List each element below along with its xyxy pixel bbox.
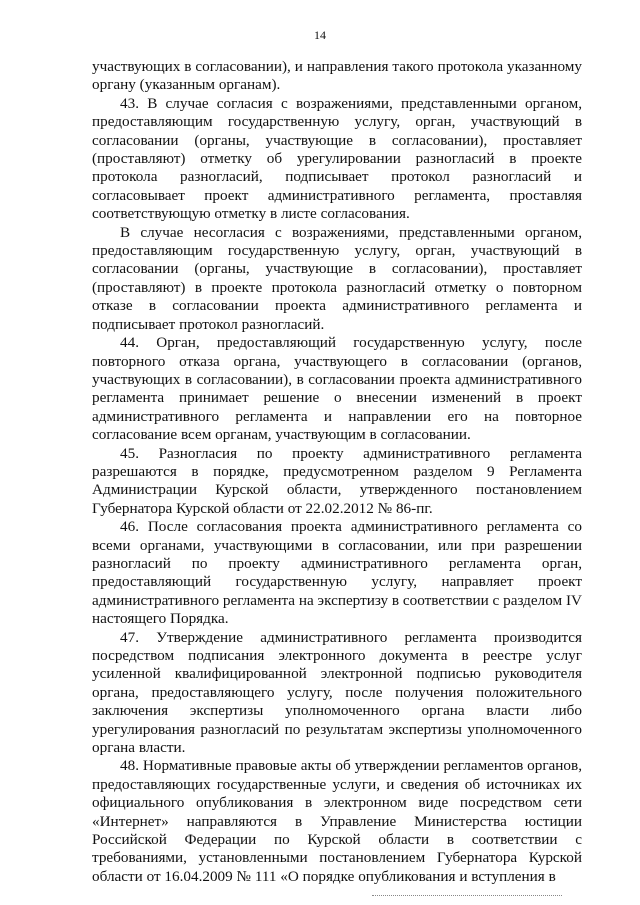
paragraph-43-disagreement: В случае несогласия с возражениями, представленными органом, предоставляющим государственную услугу, орган, участвующий в согласовании (органы, участвующие в согласовании), проставляет (проставляют) в проекте протокола разногласий отметку о повторном отказе в согласовании проекта административного регламента и подписывает протокол разногласий.: [92, 223, 582, 333]
paragraph-46: 46. После согласования проекта административного регламента со всеми органами, участвующими в согласовании, или при разрешении разногласий по проекту административного регламента орган, предоставляющий государственную услугу, направляет проект административного регламента на экспертизу в соответствии с разделом IV настоящего Порядка.: [92, 518, 582, 628]
page-number: 14: [314, 28, 326, 42]
paragraph-45: 45. Разногласия по проекту административного регламента разрешаются в порядке, предусмотренном разделом 9 Регламента Администрации Курской области, утвержденного постановлением Губернатора Курской области от 22.02.2012 № 86-пг.: [92, 444, 582, 517]
paragraph-continuation: участвующих в согласовании), и направления такого протокола указанному органу (указанным органам).: [92, 58, 582, 94]
paragraph-44: 44. Орган, предоставляющий государственную услугу, после повторного отказа органа, участвующего в согласовании (органов, участвующих в согласовании), в согласовании проекта административного регламента принимает решение о внесении изменений в проект административного регламента и направлении его на повторное согласование всем органам, участвующим в согласовании.: [92, 334, 582, 444]
paragraph-47: 47. Утверждение административного регламента производится посредством подписания электронного документа в реестре услуг усиленной квалифицированной электронной подписью руководителя органа, предоставляющего услугу, после получения положительного заключения экспертизы уполномоченного органа власти либо урегулирования разногласий по результатам экспертизы уполномоченного органа власти.: [92, 628, 582, 757]
document-body: [92, 58, 582, 886]
paragraph-43: 43. В случае согласия с возражениями, представленными органом, предоставляющим государственную услугу, орган, участвующий в согласовании (органы, участвующие в согласовании), проставляет (проставляют) отметку об урегулировании разногласий в проекте протокола разногласий, подписывает протокол разногласий и согласовывает проект административного регламента, проставляя соответствующую отметку в листе согласования.: [92, 94, 582, 223]
paragraph-48: 48. Нормативные правовые акты об утверждении регламентов органов, предоставляющих государственные услуги, и сведения об источниках их официального опубликования в электронном виде посредством сети «Интернет» направляются в Управление Министерства юстиции Российской Федерации по Курской области в соответствии с требованиями, установленными постановлением Губернатора Курской области от 16.04.2009 № 111 «О порядке опубликования и вступления в: [92, 757, 582, 885]
footer-divider: [372, 895, 562, 896]
